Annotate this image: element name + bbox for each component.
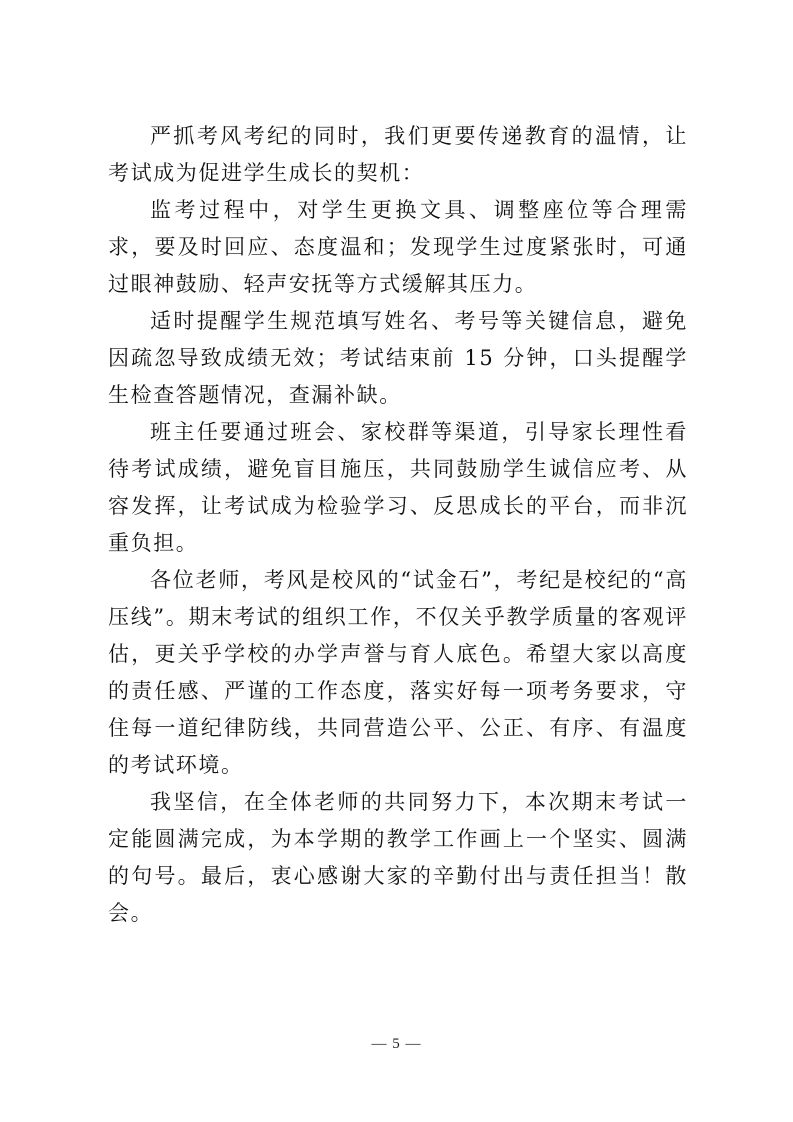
document-body [108,118,688,932]
paragraph-1: 严抓考风考纪的同时，我们更要传递教育的温情，让考试成为促进学生成长的契机： [108,124,688,185]
paragraph-4: 班主任要通过班会、家校群等渠道，引导家长理性看待考试成绩，避免盲目施压，共同鼓励学生诚信应考、从容发挥，让考试成为检验学习、反思成长的平台，而非沉重负担。 [108,420,688,555]
paragraph-6: 我坚信，在全体老师的共同努力下，本次期末考试一定能圆满完成，为本学期的教学工作画上一个坚实、圆满的句号。最后，衷心感谢大家的辛勤付出与责任担当！散会。 [108,790,688,925]
page-number: — 5 — [371,1036,422,1052]
paragraph-3: 适时提醒学生规范填写姓名、考号等关键信息，避免因疏忽导致成绩无效；考试结束前 15 分钟，口头提醒学生检查答题情况，查漏补缺。 [108,309,688,407]
paragraph-5: 各位老师，考风是校风的“试金石”，考纪是校纪的“高压线”。期末考试的组织工作，不仅关乎教学质量的客观评估，更关乎学校的办学声誉与育人底色。希望大家以高度的责任感、严谨的工作态度，落实好每一项考务要求，守住每一道纪律防线，共同营造公平、公正、有序、有温度的考试环境。 [108,568,688,777]
paragraph-2: 监考过程中，对学生更换文具、调整座位等合理需求，要及时回应、态度温和；发现学生过度紧张时，可通过眼神鼓励、轻声安抚等方式缓解其压力。 [108,198,688,296]
